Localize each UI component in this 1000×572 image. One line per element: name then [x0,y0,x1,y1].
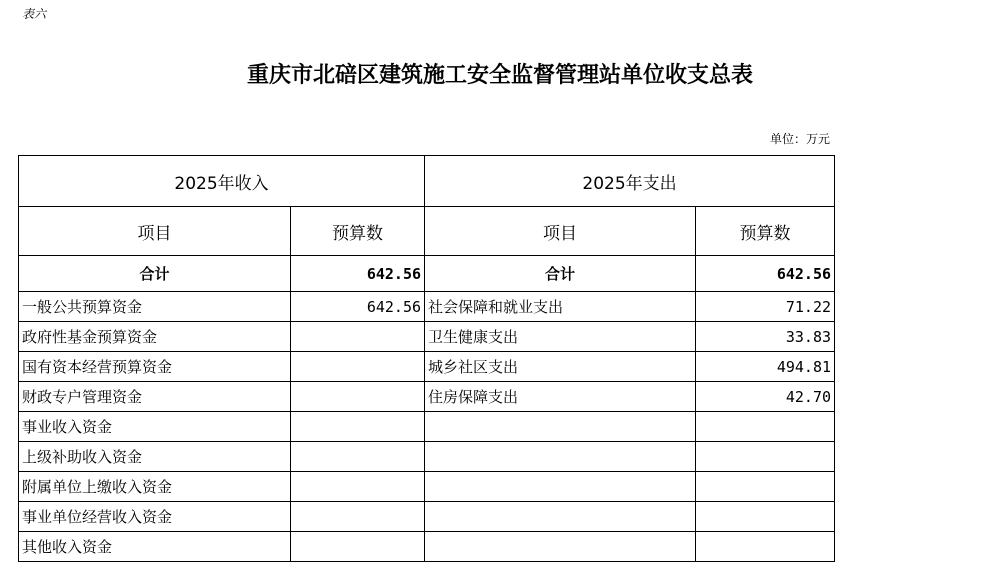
expense-amount-column-header: 预算数 [696,207,835,256]
income-item-cell: 上级补助收入资金 [19,442,291,472]
expense-section-header: 2025年支出 [425,156,835,207]
expense-amount-cell [696,442,835,472]
income-amount-cell [291,382,425,412]
expense-item-cell: 卫生健康支出 [425,322,696,352]
expense-amount-cell: 494.81 [696,352,835,382]
expense-item-cell: 城乡社区支出 [425,352,696,382]
expense-total-label: 合计 [425,256,696,292]
table-row [19,292,835,322]
income-item-cell: 事业单位经营收入资金 [19,502,291,532]
expense-item-cell [425,412,696,442]
table-row [19,382,835,412]
table-number-tag: 表六 [22,7,47,21]
expense-amount-cell: 33.83 [696,322,835,352]
income-item-cell: 财政专户管理资金 [19,382,291,412]
expense-amount-cell [696,412,835,442]
income-amount-column-header: 预算数 [291,207,425,256]
income-amount-cell [291,532,425,562]
income-section-header: 2025年收入 [19,156,425,207]
expense-item-cell: 社会保障和就业支出 [425,292,696,322]
income-amount-cell [291,412,425,442]
table-row [19,442,835,472]
expense-item-cell [425,472,696,502]
budget-table [18,155,835,562]
income-amount-cell [291,442,425,472]
page-title: 重庆市北碚区建筑施工安全监督管理站单位收支总表 [246,62,753,88]
income-total-label: 合计 [19,256,291,292]
table-row [19,352,835,382]
expense-amount-cell [696,472,835,502]
income-amount-cell [291,472,425,502]
expense-item-cell: 住房保障支出 [425,382,696,412]
income-item-cell: 国有资本经营预算资金 [19,352,291,382]
income-item-cell: 政府性基金预算资金 [19,322,291,352]
income-amount-cell [291,322,425,352]
expense-amount-cell: 42.70 [696,382,835,412]
expense-total-value: 642.56 [696,256,835,292]
expense-amount-cell [696,532,835,562]
table-row [19,472,835,502]
income-item-cell: 其他收入资金 [19,532,291,562]
expense-amount-cell: 71.22 [696,292,835,322]
income-item-cell: 附属单位上缴收入资金 [19,472,291,502]
column-header-row [19,207,835,256]
expense-item-cell [425,532,696,562]
income-item-cell: 一般公共预算资金 [19,292,291,322]
table-row [19,322,835,352]
income-item-cell: 事业收入资金 [19,412,291,442]
income-amount-cell [291,502,425,532]
unit-label: 单位：万元 [769,132,830,146]
table-row [19,502,835,532]
income-total-value: 642.56 [291,256,425,292]
expense-amount-cell [696,502,835,532]
total-row [19,256,835,292]
section-header-row [19,156,835,207]
expense-item-cell [425,502,696,532]
income-amount-cell [291,352,425,382]
table-row [19,532,835,562]
income-item-column-header: 项目 [19,207,291,256]
income-amount-cell: 642.56 [291,292,425,322]
table-row [19,412,835,442]
expense-item-column-header: 项目 [425,207,696,256]
expense-item-cell [425,442,696,472]
